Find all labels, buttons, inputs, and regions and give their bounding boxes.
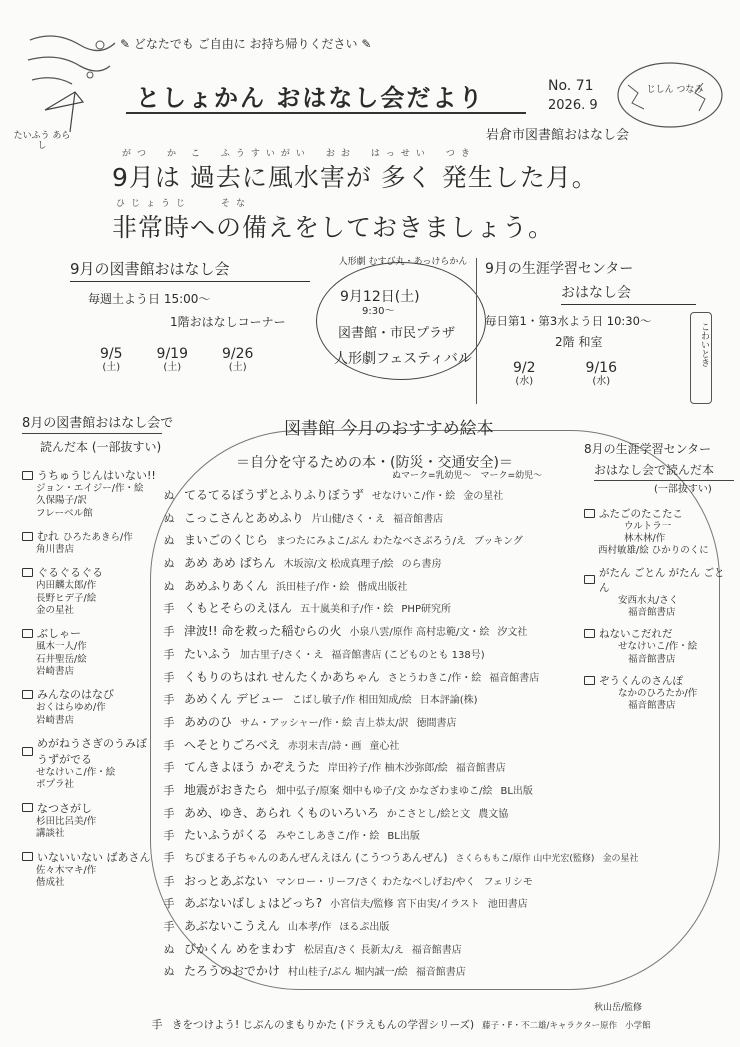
book-author: 松居直/さく 長新太/え	[303, 944, 404, 956]
age-mark-icon: 手	[163, 761, 175, 775]
top-note-text: どなたでも ご自由に お持ち帰りください	[133, 37, 358, 51]
recommend-heading: 図書館 今月のおすすめ絵本	[284, 419, 494, 439]
book-extra: 林木林/作	[624, 532, 666, 544]
left-book-title-row	[22, 686, 162, 702]
sched-center-dates	[513, 360, 696, 388]
book-title: みんなのはなび	[37, 688, 114, 702]
book-author: せなけいこ/作・絵	[36, 767, 116, 779]
book-icon	[584, 629, 595, 638]
book-author: 村山桂子/ぶん 堀内誠一/絵	[287, 967, 408, 979]
recommend-book-row	[162, 872, 722, 895]
book-publisher: 農文協	[478, 808, 509, 820]
book-title: ふたごのたこたこ	[599, 507, 683, 520]
book-title: あめ、ゆき、あられ くものいろいろ	[184, 805, 379, 820]
book-publisher: フェリシモ	[483, 876, 533, 888]
book-title: めがねうさぎのうみぼうずがでる	[37, 737, 147, 767]
book-extra: 長野ヒデ子/絵	[36, 592, 97, 604]
left-book-3	[22, 564, 162, 617]
left-book-title-row	[22, 467, 162, 483]
book-title: あめくん デビュー	[184, 692, 284, 707]
book-publisher: 角川書店	[36, 544, 75, 556]
headline-line-1: 9月は 過去に風水害が 多く 発生した月。	[112, 163, 598, 192]
recommend-book-row	[162, 758, 722, 781]
book-title: なつさがし	[37, 801, 92, 815]
pencil-icon-right: ✎	[361, 37, 372, 51]
date-value: 9/19	[156, 346, 188, 362]
sched-center-time: 毎日第1・第3水よう日 10:30〜	[485, 314, 652, 328]
left-book-7	[22, 800, 162, 841]
age-mark-icon: ぬ	[163, 557, 175, 571]
left-book-title-row	[22, 849, 162, 865]
book-title: ちびまる子ちゃんのあんぜんえほん (こうつうあんぜん)	[184, 852, 448, 864]
book-publisher: フレーベル館	[36, 507, 93, 519]
book-author: かこさとし/絵と文	[386, 808, 471, 820]
age-mark-icon: 手	[163, 647, 175, 661]
book-author: まつたにみよこ/ぶん わたなべさぶろう/え	[276, 536, 466, 548]
book-icon	[22, 803, 33, 812]
book-author: 風木一人/作	[36, 641, 87, 653]
book-title: あぶないばしょはどっち?	[184, 896, 323, 911]
book-publisher: 西村敏雄/絵 ひかりのくに	[598, 545, 709, 557]
recommend-book-row	[162, 917, 722, 940]
book-title: こっこさんとあめふり	[184, 510, 304, 525]
book-author: 片山健/さく・え	[311, 513, 386, 525]
book-publisher: 童心社	[369, 740, 400, 752]
book-author: ひろたあきら/作	[63, 532, 133, 544]
book-title: てんきよほう かぞえうた	[184, 760, 320, 775]
book-author: 山本孝/作	[288, 922, 332, 934]
sched-event-name: 人形劇フェスティバル	[334, 351, 472, 367]
recommend-book-row	[162, 736, 722, 759]
date-value: 9/2	[513, 360, 536, 376]
book-title: たろうのおでかけ	[184, 964, 280, 979]
book-title: ねないこだれだ	[599, 628, 673, 641]
center-vertical-note: こわいとき	[699, 322, 709, 367]
date-day: (水)	[515, 376, 534, 387]
book-title: がたん ごとん がたん ごとん	[599, 566, 725, 594]
book-author: 安西水丸/さく	[618, 594, 679, 606]
book-publisher: 講談社	[36, 828, 65, 840]
book-title: あぶないこうえん	[184, 919, 281, 934]
sched-center-date-2	[586, 360, 617, 388]
book-icon	[22, 690, 33, 699]
date-day: (土)	[102, 362, 121, 373]
sched-event-place: 図書館・市民プラザ	[338, 326, 456, 341]
book-author: 小泉八雲/原作 高村忠範/文・絵	[349, 627, 490, 639]
sched-center-heading-1: 9月の生涯学習センター	[485, 261, 634, 277]
book-extra: 石井聖岳/絵	[36, 653, 87, 665]
recommend-book-row	[162, 940, 722, 963]
sched-library-time: 毎週土よう日 15:00〜	[88, 292, 211, 306]
age-mark-icon: ぬ	[163, 489, 175, 502]
title-underline	[126, 112, 526, 114]
right-list-heading-3: (一部抜すい)	[654, 484, 712, 495]
book-title: あめ あめ ぱちん	[184, 556, 276, 571]
library-name: 岩倉市図書館おはなし会	[486, 128, 630, 143]
sched-center-date-1	[513, 360, 536, 388]
right-book-3	[584, 626, 734, 666]
book-icon	[22, 629, 33, 638]
sched-event-time: 9:30〜	[362, 306, 395, 317]
left-book-4	[22, 625, 162, 678]
book-title: くもとそらのえほん	[184, 601, 293, 616]
book-author: 佐々木マキ/作	[36, 864, 97, 876]
headline-line-2: 非常時への備えをしておきましょう。	[112, 213, 555, 242]
right-book-title-row	[584, 565, 734, 595]
age-mark-icon: 手	[163, 851, 175, 864]
book-publisher: PHP研究所	[401, 604, 451, 616]
recommend-book-row	[162, 804, 722, 827]
book-author: せなけいこ/作・絵	[371, 491, 456, 502]
recommend-bottom-note: 秋山岳/監修	[594, 1003, 643, 1013]
recommend-book-row	[162, 781, 722, 804]
sched-library-heading: 9月の図書館おはなし会	[70, 258, 310, 282]
book-title: たいふうがくる	[184, 828, 269, 843]
sched-event-date: 9月12日(土)	[340, 289, 420, 305]
age-mark-icon: 手	[163, 670, 175, 684]
book-title: 地震がおきたら	[184, 782, 269, 797]
age-mark-icon: 手	[163, 602, 175, 616]
book-title: たいふう	[184, 646, 233, 661]
book-publisher: ブッキング	[473, 536, 523, 548]
book-author: ウルトラ一	[624, 520, 672, 532]
sched-center	[476, 258, 696, 404]
book-author: 小宮信夫/監修 宮下由実/イラスト	[330, 899, 480, 911]
right-book-4	[584, 673, 734, 713]
book-title: ぐるぐるぐる	[37, 566, 103, 580]
left-book-title-row	[22, 528, 162, 544]
sched-center-place: 2階 和室	[555, 335, 603, 349]
book-icon	[584, 676, 595, 685]
book-icon	[22, 471, 33, 480]
doodle-left-caption: たいふう あらし	[13, 131, 71, 151]
age-mark-icon: 手	[151, 1018, 163, 1031]
book-publisher: 福音館書店	[393, 513, 444, 525]
headline-ruby-2: ひじょうじ そな	[116, 199, 252, 209]
book-publisher: 福音館書店	[455, 763, 506, 775]
book-title: まいごのくじら	[184, 533, 269, 548]
book-title: びかくん めをまわす	[184, 941, 296, 956]
book-author: みやこしあきこ/作・絵	[276, 831, 380, 843]
book-icon	[584, 509, 595, 518]
book-publisher: 岩崎書店	[36, 714, 75, 726]
book-author: 赤羽末吉/詩・画	[288, 740, 362, 752]
book-icon	[22, 747, 33, 756]
book-author: おくはらゆめ/作	[36, 702, 106, 714]
book-publisher: 福音館書店	[628, 606, 676, 618]
book-title: おっとあぶない	[184, 873, 269, 888]
book-icon	[22, 532, 33, 541]
age-mark-icon: 手	[163, 783, 175, 797]
recommend-book-row-last	[150, 1016, 730, 1036]
right-book-title-row	[584, 506, 734, 521]
book-publisher: 偕成社	[36, 876, 65, 888]
book-author: こばし敏子/作 相田知成/絵	[291, 695, 412, 707]
sched-library	[70, 258, 310, 374]
book-publisher: 福音館書店	[628, 700, 676, 712]
book-title: きをつけよう! じぶんのまもりかた (ドラえもんの学習シリーズ)	[172, 1019, 475, 1031]
book-icon	[22, 568, 33, 577]
top-note	[120, 35, 371, 52]
book-author: 浜田桂子/作・絵	[276, 581, 350, 593]
left-book-8	[22, 849, 162, 890]
left-book-title-row	[22, 800, 162, 816]
sched-library-dates	[100, 346, 310, 374]
book-title: ぞうくんのさんぽ	[599, 674, 683, 687]
right-book-2	[584, 565, 734, 620]
book-publisher: 徳間書店	[416, 717, 457, 729]
age-mark-icon: 手	[163, 920, 175, 934]
left-book-title-row	[22, 735, 162, 767]
age-mark-icon: ぬ	[163, 965, 175, 979]
age-mark-icon: 手	[163, 693, 175, 707]
book-publisher: 金の星社	[602, 854, 639, 864]
book-publisher: 金の星社	[463, 491, 504, 502]
left-book-2	[22, 528, 162, 556]
issue-date: 2026. 9	[548, 98, 598, 113]
book-author: 畑中弘子/原案 畑中もゆ子/文 かなざわまゆこ/絵	[276, 785, 493, 797]
book-publisher: 福音館書店	[411, 944, 462, 956]
age-mark-icon: 手	[163, 806, 175, 820]
age-mark-icon: 手	[163, 897, 175, 911]
book-publisher: 福音館書店	[489, 672, 540, 684]
book-publisher: ポプラ社	[36, 779, 75, 791]
book-publisher: 日本評論(株)	[419, 695, 478, 707]
date-day: (水)	[592, 376, 611, 387]
book-publisher: BL出版	[500, 785, 533, 797]
date-value: 9/16	[585, 360, 617, 376]
book-publisher: 偕成出版社	[357, 581, 408, 593]
sched-library-date-1	[100, 346, 123, 374]
right-list-heading-1: 8月の生涯学習センター	[584, 442, 712, 456]
book-author: 内田麟太郎/作	[36, 580, 97, 592]
page-title: としょかん おはなし会だより	[136, 84, 485, 112]
book-title: へそとりごろべえ	[184, 737, 281, 752]
book-title: いないいない ばあさん	[37, 850, 151, 864]
book-publisher: のら書房	[401, 559, 442, 571]
book-title: てるてるぼうずとふりふりぼうず	[184, 488, 364, 502]
book-title: あめのひ	[184, 714, 233, 729]
book-author: サム・アッシャー/作・絵 吉上恭太/訳	[240, 717, 409, 729]
recommend-book-row	[162, 826, 722, 849]
date-value: 9/26	[221, 346, 254, 362]
book-author: ジョン・エイジー/作・絵	[36, 483, 144, 494]
sched-library-date-2	[157, 346, 188, 374]
issue-number: No. 71	[548, 78, 594, 94]
recommend-subheading: ＝自分を守るための本・(防災・交通安全)＝	[236, 455, 513, 471]
age-mark-icon: ぬ	[163, 942, 175, 956]
book-author: 木坂涼/文 松成真理子/絵	[283, 559, 394, 571]
sched-library-date-3	[222, 346, 253, 374]
recommend-book-row	[162, 894, 722, 917]
age-mark-icon: 手	[163, 874, 175, 888]
age-mark-icon: ぬ	[163, 579, 175, 593]
book-publisher: ほるぷ出版	[339, 922, 390, 934]
book-extra: 久保陽子/訳	[36, 495, 87, 507]
age-mark-icon: 手	[163, 738, 175, 752]
book-author: せなけいこ/作・絵	[618, 641, 698, 653]
book-publisher: 福音館書店	[415, 967, 466, 979]
age-mark-icon: ぬ	[163, 511, 175, 525]
book-title: くもりのちはれ せんたくかあちゃん	[184, 669, 380, 684]
book-author: さとうわきこ/作・絵	[387, 672, 482, 684]
sched-center-heading-2: おはなし会	[561, 282, 696, 305]
book-publisher: 福音館書店 (こどものとも 138号)	[331, 649, 485, 661]
sched-library-place: 1階おはなしコーナー	[170, 315, 286, 329]
recommend-legend: ぬマーク=乳幼児〜 マーク=幼児〜	[392, 471, 543, 481]
recommend-book-row	[162, 849, 722, 872]
headline-ruby-1: がつ か こ ふうすいがい おお はっせい つき	[122, 149, 476, 159]
sched-event-note: 人形劇 むすび丸・あっけらかん	[338, 257, 468, 267]
age-mark-icon: ぬ	[163, 534, 175, 548]
doodle-right-caption: じしん つなみ	[646, 85, 704, 95]
date-day: (土)	[163, 362, 182, 373]
left-book-5	[22, 686, 162, 727]
left-book-title-row	[22, 625, 162, 641]
left-book-list	[22, 412, 174, 897]
age-mark-icon: 手	[163, 625, 175, 639]
right-list-heading-2: おはなし会で読んだ本	[594, 461, 734, 481]
book-title: 津波!! 命を救った稲むらの火	[184, 624, 342, 639]
right-book-list	[584, 440, 734, 720]
book-author: さくらももこ/原作 山中光宏(監修)	[455, 854, 595, 864]
book-author: 五十嵐美和子/作・絵	[300, 604, 394, 616]
book-author: 藤子・F・不二雄/キャラクター原作	[482, 1021, 618, 1031]
book-title: むれ	[37, 530, 59, 544]
book-publisher: 池田書店	[487, 899, 528, 911]
book-author: 岸田衿子/作 柚木沙弥郎/絵	[327, 763, 448, 775]
book-publisher: BL出版	[387, 831, 420, 843]
book-title: あめふりあくん	[184, 578, 269, 593]
book-icon	[584, 575, 595, 584]
date-value: 9/5	[100, 346, 123, 362]
age-mark-icon: 手	[163, 829, 175, 843]
left-book-1	[22, 467, 162, 520]
book-publisher: 汐文社	[497, 627, 528, 639]
age-mark-icon: 手	[163, 715, 175, 729]
book-author: 杉田比呂美/作	[36, 815, 97, 827]
book-publisher: 岩崎書店	[36, 666, 75, 678]
right-book-title-row	[584, 673, 734, 688]
book-title: ぶしゃー	[37, 627, 81, 641]
right-book-1	[584, 506, 734, 558]
book-icon	[22, 852, 33, 861]
right-book-title-row	[584, 626, 734, 641]
book-publisher: 小学館	[625, 1021, 651, 1031]
left-list-heading-2: 読んだ本 (一部抜すい)	[40, 440, 162, 454]
left-book-title-row	[22, 564, 162, 580]
left-book-6	[22, 735, 162, 792]
pencil-icon: ✎	[120, 37, 131, 51]
book-publisher: 福音館書店	[628, 653, 676, 665]
book-author: なかのひろたか/作	[618, 687, 698, 699]
left-list-heading-1: 8月の図書館おはなし会で	[22, 412, 162, 434]
book-author: 加古里子/さく・え	[240, 649, 324, 661]
book-publisher: 金の星社	[36, 605, 75, 617]
recommend-book-row	[162, 962, 722, 985]
book-title: うちゅうじんはいない!!	[37, 469, 156, 482]
book-author: マンロー・リーフ/さく わたなべしげお/やく	[276, 876, 476, 888]
date-day: (土)	[228, 362, 247, 373]
